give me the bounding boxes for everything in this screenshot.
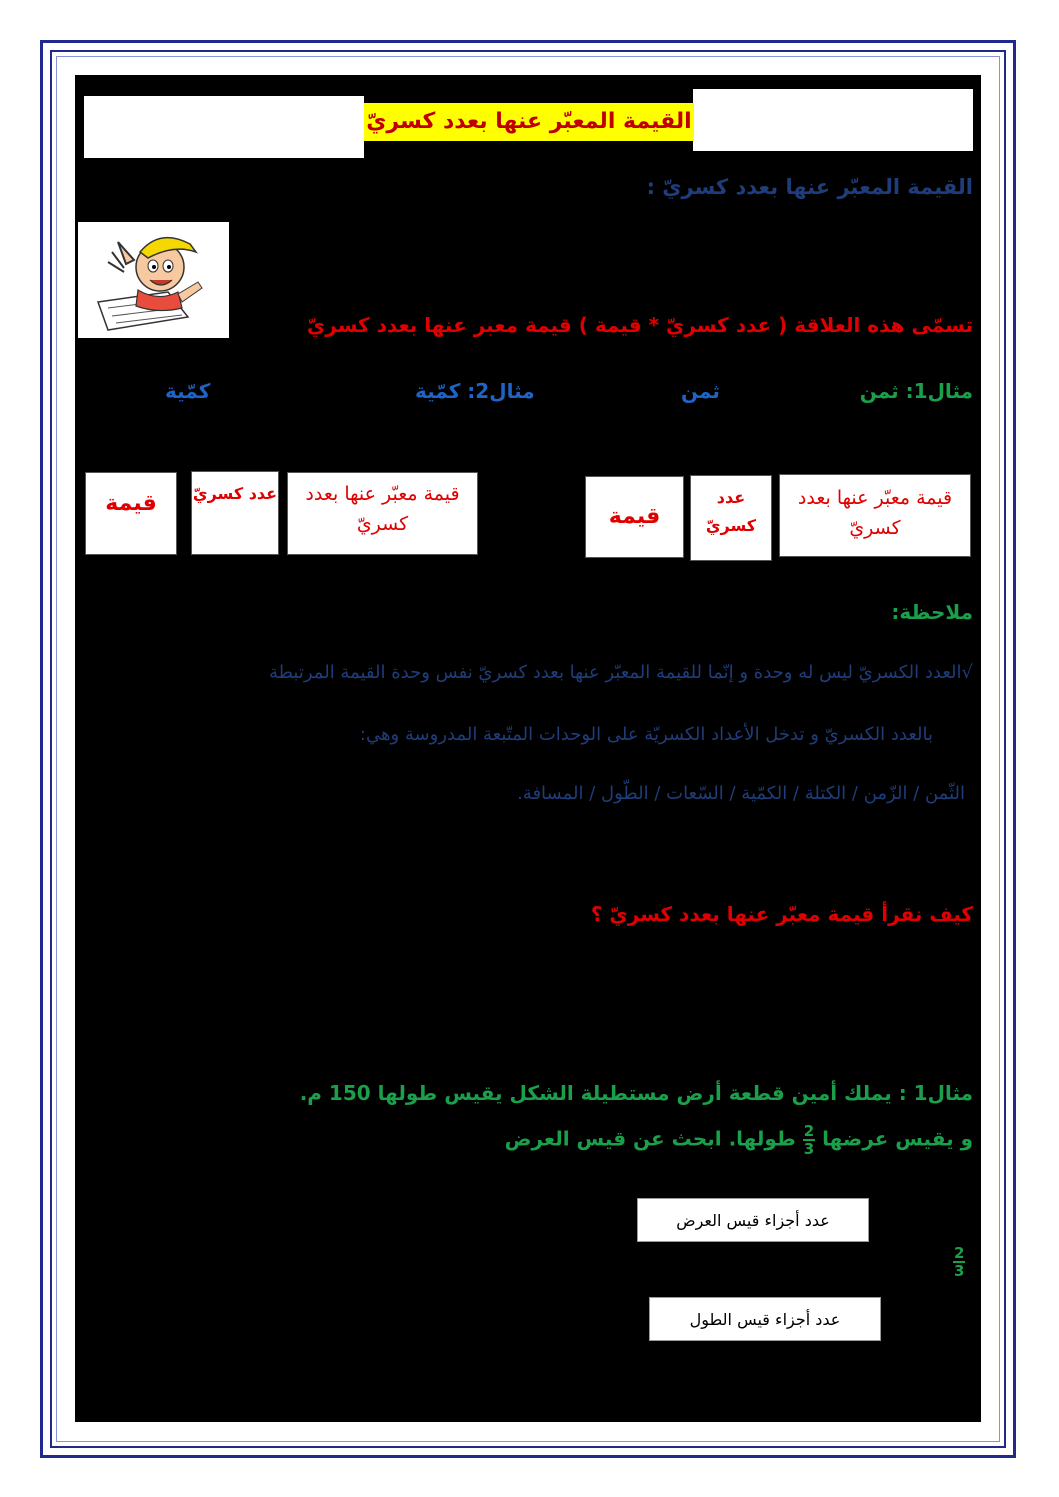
width-parts-box: عدد أجزاء قيس العرض	[637, 1198, 869, 1242]
note-line-1: √العدد الكسريّ ليس له وحدة و إنّما للقيمة المعبّر عنها بعدد كسريّ نفس وحدة القيمة المرتبطة	[269, 662, 973, 683]
example1-word: ثمن	[681, 379, 720, 403]
value-box-ex2: قيمة	[85, 472, 177, 555]
problem-line-2-start: و يقيس عرضها	[822, 1126, 973, 1151]
example2-word: كمّية	[165, 379, 211, 403]
note-line-2: بالعدد الكسريّ و تدخل الأعداد الكسريّة على الوحدات المتّبعة المدروسة وهي:	[359, 724, 933, 745]
section-heading: القيمة المعبّر عنها بعدد كسريّ :	[646, 175, 973, 199]
note-line-3: الثّمن / الزّمن / الكتلة / الكمّية / السّعات / الطّول / المسافة.	[517, 783, 965, 804]
header-blank-right	[693, 89, 973, 151]
header-blank-left	[84, 96, 364, 158]
relation-text: تسمّى هذه العلاقة ( عدد كسريّ * قيمة ) قيمة معبر عنها بعدد كسريّ	[306, 313, 973, 337]
valued-quantity-box-ex1: قيمة معبّر عنها بعدد كسريّ	[779, 474, 971, 557]
fraction-box-ex2: عدد كسريّ	[191, 471, 279, 555]
value-box-ex1: قيمة	[585, 476, 684, 558]
document-page	[75, 75, 981, 1422]
problem-line-1: مثال1 : يملك أمين قطعة أرض مستطيلة الشكل يقيس طولها 150 م.	[299, 1081, 973, 1105]
problem-fraction	[803, 1123, 815, 1157]
example2-label: مثال2: كمّية	[415, 379, 535, 403]
note-heading: ملاحظة:	[891, 600, 973, 624]
problem-fraction-denominator: 3	[803, 1140, 815, 1158]
fraction-box-ex1: عدد كسريّ	[690, 475, 772, 561]
problem-line-2-end: طولها. ابحث عن قيس العرض	[504, 1126, 796, 1151]
diagram-fraction	[953, 1245, 965, 1279]
example1-label: مثال1: ثمن	[859, 379, 973, 403]
cartoon-student-image	[78, 222, 229, 338]
length-parts-box: عدد أجزاء قيس الطول	[649, 1297, 881, 1341]
diagram-fraction-numerator: 2	[954, 1244, 965, 1262]
problem-fraction-numerator: 2	[803, 1122, 815, 1140]
question-heading: كيف نقرأ قيمة معبّر عنها بعدد كسريّ ؟	[590, 902, 973, 926]
valued-quantity-box-ex2: قيمة معبّر عنها بعدد كسريّ	[287, 472, 478, 555]
problem-line-2	[505, 1123, 973, 1157]
page-title: القيمة المعبّر عنها بعدد كسريّ	[364, 103, 694, 141]
diagram-fraction-denominator: 3	[954, 1262, 965, 1280]
